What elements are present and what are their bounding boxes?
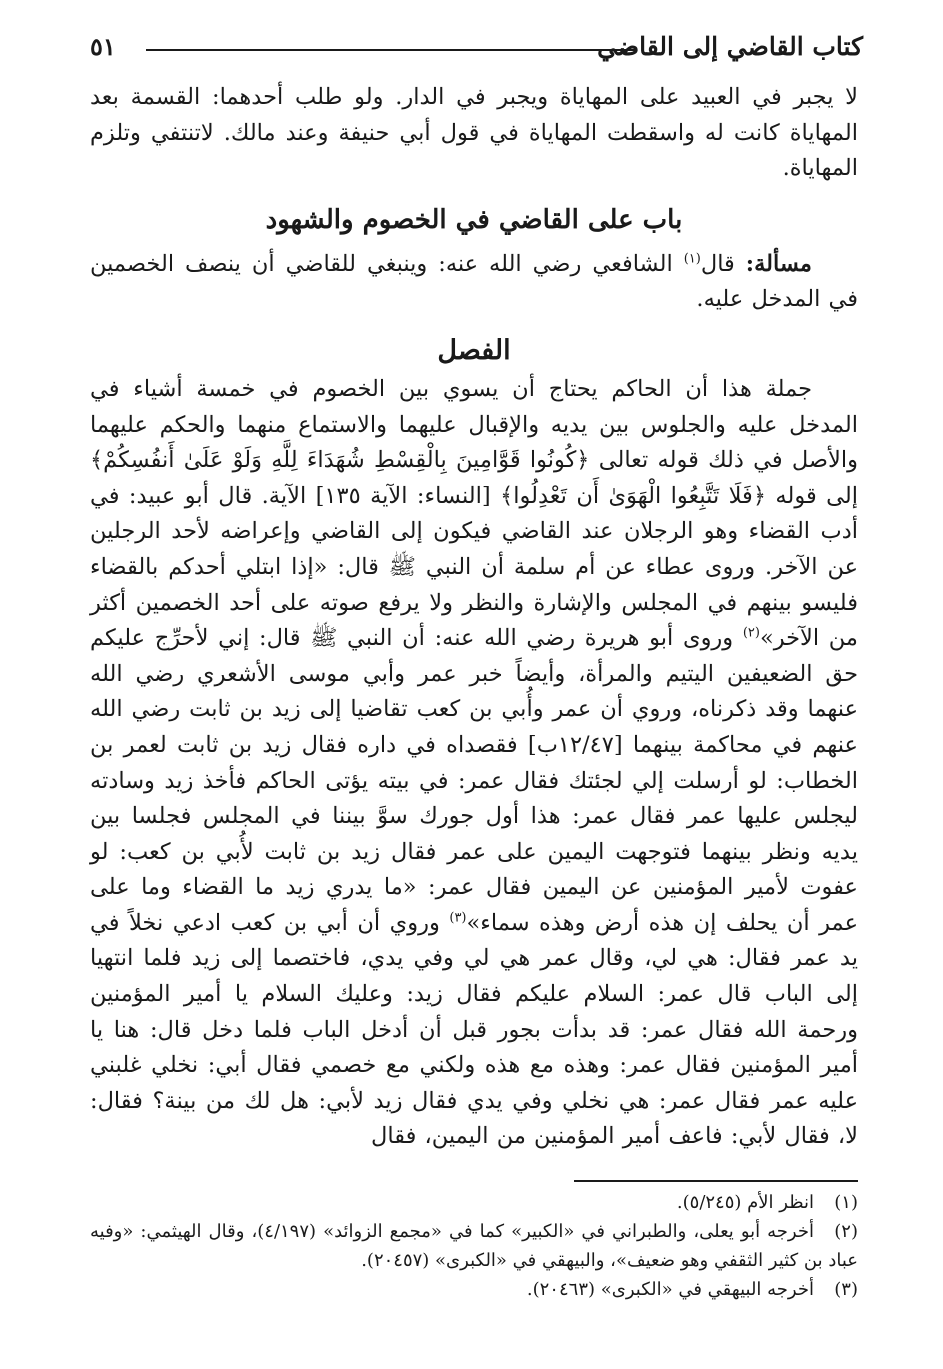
footnote-rule — [574, 1180, 858, 1182]
footnote-ref-1: (١) — [683, 251, 701, 267]
fasl-text-part1: جملة هذا أن الحاكم يحتاج أن يسوي بين الخصوم في خمسة أشياء في المدخل عليه والجلوس بين يديه والإقبال عليهما والاستماع منهما والحكم عليهما والأصل في ذلك قوله تعالى ﴿كُونُوا قَوَّامِينَ بِالْقِسْطِ شُهَدَاءَ لِلَّهِ وَلَوْ عَلَىٰ أَنفُسِكُمْ﴾ إلى قوله ﴿فَلَا تَتَّبِعُوا الْهَوَىٰ أَن تَعْدِلُوا﴾ [النساء: الآية ١٣٥] الآية. قال أبو عبيد: في أدب القضاء وهو الرجلان عند القاضي فيكون إلى القاضي وإعراضه لأحد الرجلين عن الآخر. وروى عطاء عن أم سلمة أن النبي ﷺ قال: «إذا ابتلي أحدكم بالقضاء فليسو بينهم في المجلس والإشارة والنظر ولا يرفع صوته على أحد الخصمين أكثر من الآخر» — [90, 375, 858, 652]
footnote-2 — [90, 1217, 858, 1275]
opening-paragraph: لا يجبر في العبيد على المهاياة ويجبر في الدار. ولو طلب أحدهما: القسمة بعد المهاياة كانت له واسقطت المهاياة في قول أبي حنيفة وعند مالك. لاتنتفي وتلزم المهاياة. — [90, 84, 858, 182]
footnote-ref-2: (٢) — [742, 625, 760, 641]
fasl-text-part3: وروي أن أبي بن كعب ادعي نخلاً في يد عمر فقال: هي لي، وقال عمر هي لي وفي يدي، فاختصما إلى زيد فلما انتهيا إلى الباب قال عمر: السلام عليكم فقال زيد: وعليك السلام يا أمير المؤمنين ورحمة الله فقال عمر: قد بدأت بجور قبل أن أدخل الباب فلما دخل قال: هنا يا أمير المؤمنين فقال عمر: وهذه مع هذه ولكني مع خصمي فقال أبي: نخلي غلبني عليه عمر فقال عمر: هي نخلي وفي يدي فقال زيد لأبي: هل لك من بينة؟ فقال: لا، فقال لأبي: فاعف أمير المؤمنين من اليمين، فقال — [90, 909, 858, 1150]
masala-label: مسألة: — [745, 250, 812, 277]
page-header — [90, 28, 863, 68]
footnote-number: (١) — [834, 1192, 858, 1213]
footnote-number: (٣) — [834, 1279, 858, 1300]
page-number: ٥١ — [90, 32, 116, 61]
footnote-text: أخرجه البيهقي في «الكبرى» (٢٠٤٦٣). — [526, 1279, 814, 1300]
masala-paragraph — [90, 247, 858, 318]
footnotes — [90, 1188, 858, 1304]
fasl-text-part2: وروى أبو هريرة رضي الله عنه: أن النبي ﷺ قال: إني لأحرِّج عليكم حق الضعيفين اليتيم والمرأة، وأيضاً خبر عمر وأبي موسى الأشعري رضي الله عنهما وقد ذكرناه، وروي أن عمر وأُبي بن كعب تقاضيا إلى زيد بن ثابت رضي الله عنهم في محاكمة بينهما [١٢/٤٧ب] فقصداه في داره فقال زيد بن ثابت لعمر بن الخطاب: لو أرسلت إلي لجئتك فقال عمر: في بيته يؤتى الحاكم فأخذ زيد وسادته ليجلس عليها عمر فقال عمر: هذا أول جورك سوَّ بيننا في المجلس فجلسا بين يديه ونظر بينهما فتوجهت اليمين على عمر فقال زيد بن ثابت لأُبي بن كعب: لو عفوت لأمير المؤمنين عن اليمين فقال عمر: «ما يدري زيد ما القضاء وما على عمر أن يحلف إن هذه أرض وهذه سماء» — [90, 625, 858, 936]
footnote-3 — [90, 1275, 858, 1304]
masala-text-start: قال — [700, 250, 735, 277]
chapter-title: باب على القاضي في الخصوم والشهود — [265, 204, 683, 235]
footnote-ref-3: (٣) — [449, 910, 467, 926]
footnote-1 — [90, 1188, 858, 1217]
section-title: الفصل — [437, 334, 511, 366]
footnote-text: أخرجه أبو يعلى، والطبراني في «الكبير» كما في «مجمع الزوائد» (٤/١٩٧)، وقال الهيثمي: «وفيه عباد بن كثير الثقفي وهو ضعيف»، والبيهقي في «الكبرى» (٢٠٤٥٧). — [90, 1221, 858, 1271]
footnote-number: (٢) — [834, 1221, 858, 1242]
masala-text-end: الشافعي رضي الله عنه: وينبغي للقاضي أن ينصف الخصمين في المدخل عليه. — [90, 250, 858, 313]
body-text — [90, 80, 858, 1155]
running-title: كتاب القاضي إلى القاضي — [597, 32, 863, 61]
fasl-paragraph — [90, 372, 858, 1155]
header-rule — [146, 49, 635, 51]
footnote-text: انظر الأم (٥/٢٤٥). — [676, 1192, 814, 1213]
